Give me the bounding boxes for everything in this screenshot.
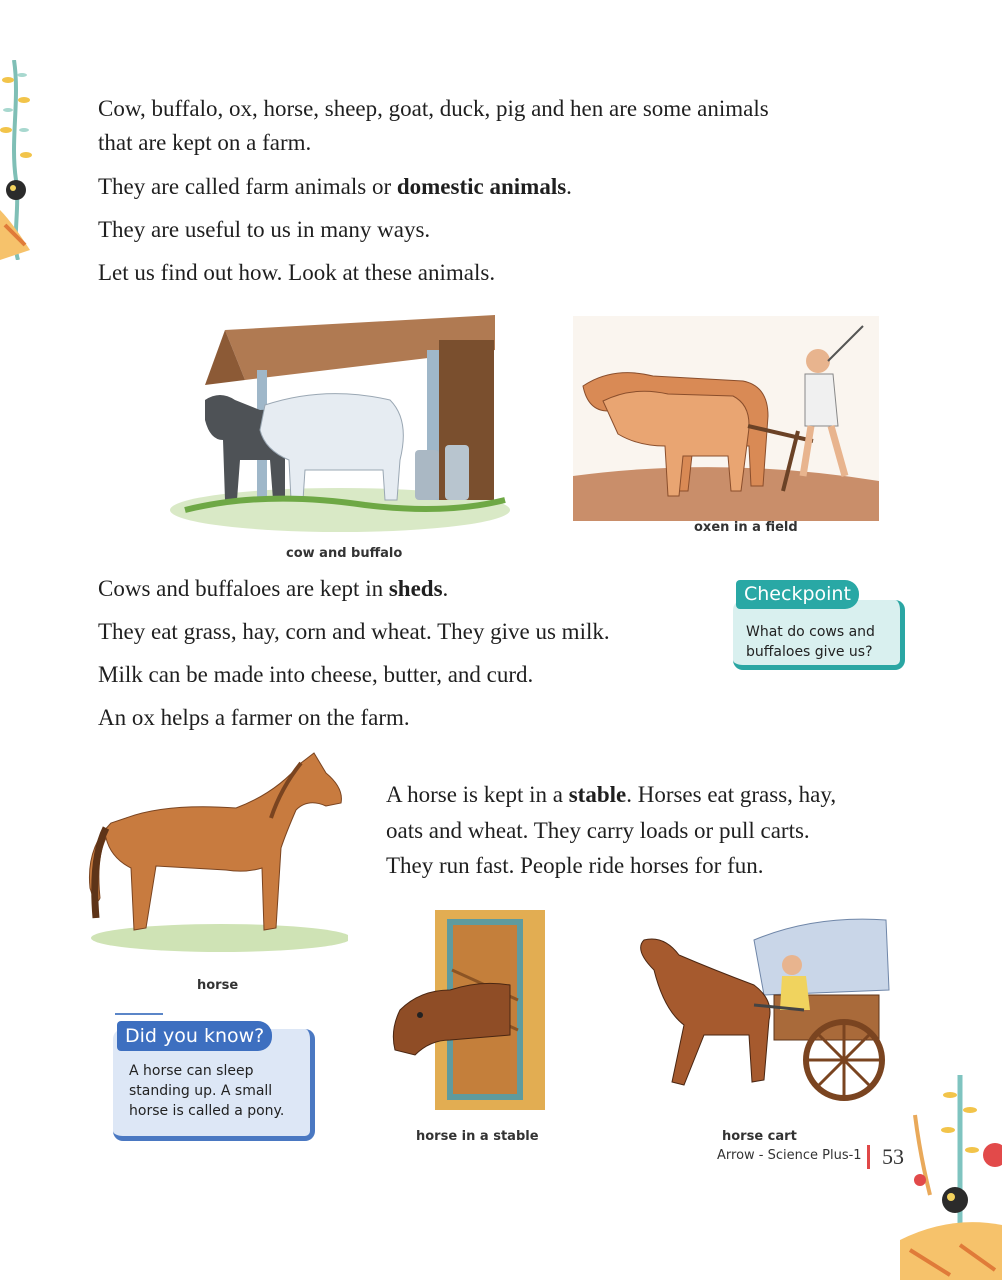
checkpoint-box: [733, 580, 911, 676]
cows-line-1: Cows and buffaloes are kept in sheds.: [98, 576, 449, 601]
intro-line-1b: that are kept on a farm.: [98, 130, 312, 155]
horse-in-stable-illustration: [390, 910, 560, 1120]
term-sheds: sheds: [388, 576, 443, 601]
horse-line-2: oats and wheat. They carry loads or pull carts.: [386, 818, 810, 843]
floral-decoration-left: [0, 60, 40, 260]
did-you-know-accent-line: [115, 1013, 163, 1015]
horse-illustration: [86, 748, 348, 953]
cows-line-3: Milk can be made into cheese, butter, and curd.: [98, 662, 534, 687]
footer-book-title: Arrow - Science Plus-1: [717, 1148, 862, 1163]
caption-cow-and-buffalo: cow and buffalo: [286, 546, 403, 561]
page-number: 53: [882, 1144, 904, 1169]
cows-line-4: An ox helps a farmer on the farm.: [98, 705, 410, 730]
intro-line-4: Let us find out how. Look at these animals.: [98, 260, 496, 285]
intro-line-3: They are useful to us in many ways.: [98, 217, 431, 242]
term-stable: stable: [568, 782, 627, 807]
caption-oxen-in-field: oxen in a field: [694, 520, 798, 535]
did-you-know-fact: A horse can sleep standing up. A small horse is called a pony.: [129, 1063, 285, 1119]
footer-divider: [867, 1145, 870, 1169]
horse-cart-illustration: [624, 910, 894, 1120]
term-domestic-animals: domestic animals: [396, 174, 567, 199]
checkpoint-title: Checkpoint: [736, 580, 859, 609]
did-you-know-title: Did you know?: [117, 1021, 272, 1051]
caption-horse-cart: horse cart: [722, 1129, 797, 1144]
cow-and-buffalo-illustration: [165, 310, 515, 540]
horse-line-1: A horse is kept in a stable. Horses eat grass, hay,: [386, 782, 837, 807]
oxen-in-field-illustration: [573, 316, 879, 521]
checkpoint-question: What do cows and buffaloes give us?: [746, 624, 875, 660]
did-you-know-box: [113, 1013, 317, 1143]
intro-line-1: Cow, buffalo, ox, horse, sheep, goat, duck, pig and hen are some animals: [98, 96, 769, 121]
horse-line-3: They run fast. People ride horses for fun.: [386, 853, 764, 878]
cows-line-2: They eat grass, hay, corn and wheat. They give us milk.: [98, 619, 610, 644]
caption-horse: horse: [197, 978, 239, 993]
floral-decoration-bottom-right: [900, 1075, 1002, 1280]
intro-line-2: They are called farm animals or domestic animals.: [98, 174, 572, 199]
caption-horse-in-stable: horse in a stable: [416, 1129, 539, 1144]
